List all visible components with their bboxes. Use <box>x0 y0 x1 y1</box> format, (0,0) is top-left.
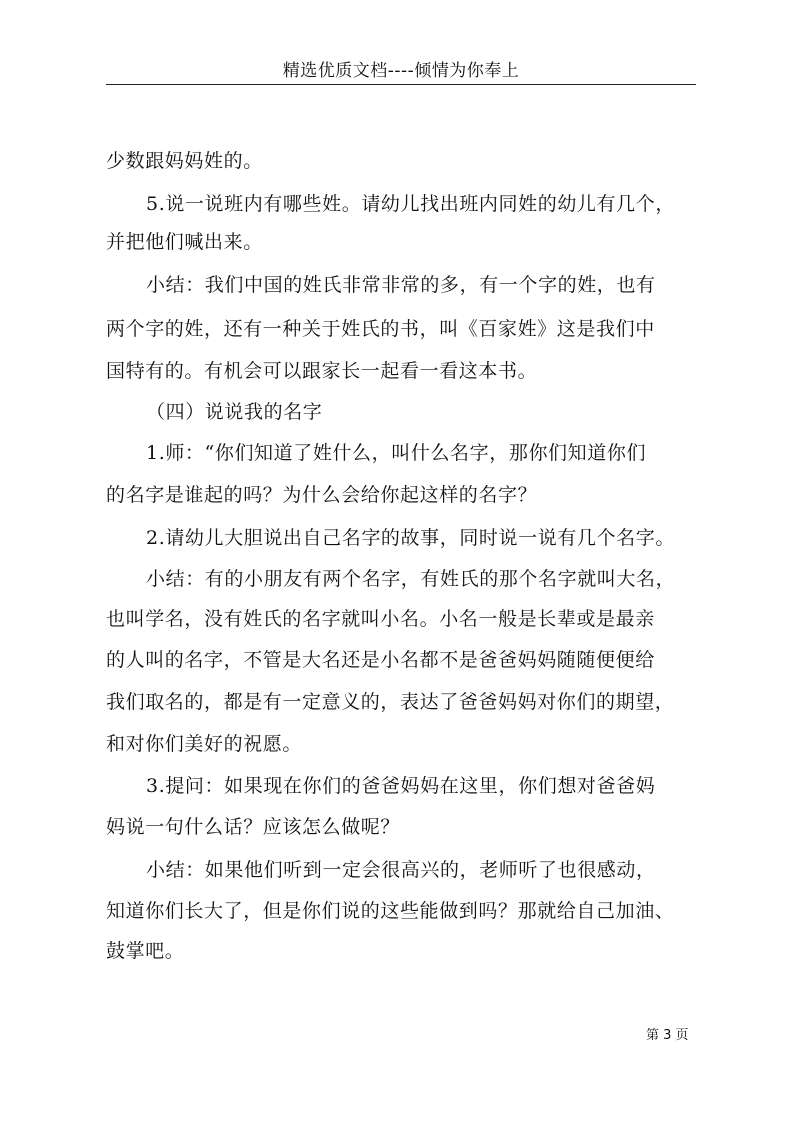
text-line: 5.说一说班内有哪些姓。请幼儿找出班内同姓的幼儿有几个， <box>146 193 675 215</box>
text-line: 的名字是谁起的吗？为什么会给你起这样的名字？ <box>106 484 538 506</box>
text-line: 也叫学名，没有姓氏的名字就叫小名。小名一般是长辈或是最亲 <box>106 608 655 630</box>
section-heading: （四）说说我的名字 <box>146 401 323 423</box>
text-line: 并把他们喊出来。 <box>106 231 263 253</box>
page-header: 精选优质文档----倾情为你奉上 <box>282 61 520 81</box>
text-line: 1.师：“你们知道了姓什么，叫什么名字，那你们知道你们 <box>146 442 647 464</box>
text-line: 小结：有的小朋友有两个名字，有姓氏的那个名字就叫大名， <box>146 568 676 590</box>
text-line: 小结：如果他们听到一定会很高兴的，老师听了也很感动， <box>146 859 656 881</box>
text-line: 小结：我们中国的姓氏非常非常的多，有一个字的姓，也有 <box>146 274 656 296</box>
page-number: 第 3 页 <box>646 1028 689 1043</box>
text-line: 鼓掌吧。 <box>106 940 185 962</box>
text-line: 知道你们长大了，但是你们说的这些能做到吗？那就给自己加油、 <box>106 900 675 922</box>
text-line: 2.请幼儿大胆说出自己名字的故事，同时说一说有几个名字。 <box>146 527 675 549</box>
text-line: 妈说一句什么话？应该怎么做呢？ <box>106 816 401 838</box>
header-divider <box>106 84 696 85</box>
text-line: 两个字的姓，还有一种关于姓氏的书，叫《百家姓》这是我们中 <box>106 318 655 340</box>
text-line: 的人叫的名字，不管是大名还是小名都不是爸爸妈妈随随便便给 <box>106 649 655 671</box>
text-line: 我们取名的，都是有一定意义的，表达了爸爸妈妈对你们的期望， <box>106 691 675 713</box>
text-line: 国特有的。有机会可以跟家长一起看一看这本书。 <box>106 360 538 382</box>
text-line: 少数跟妈妈姓的。 <box>106 150 263 172</box>
text-line: 和对你们美好的祝愿。 <box>106 733 303 755</box>
text-line: 3.提问：如果现在你们的爸爸妈妈在这里，你们想对爸爸妈 <box>146 775 656 797</box>
